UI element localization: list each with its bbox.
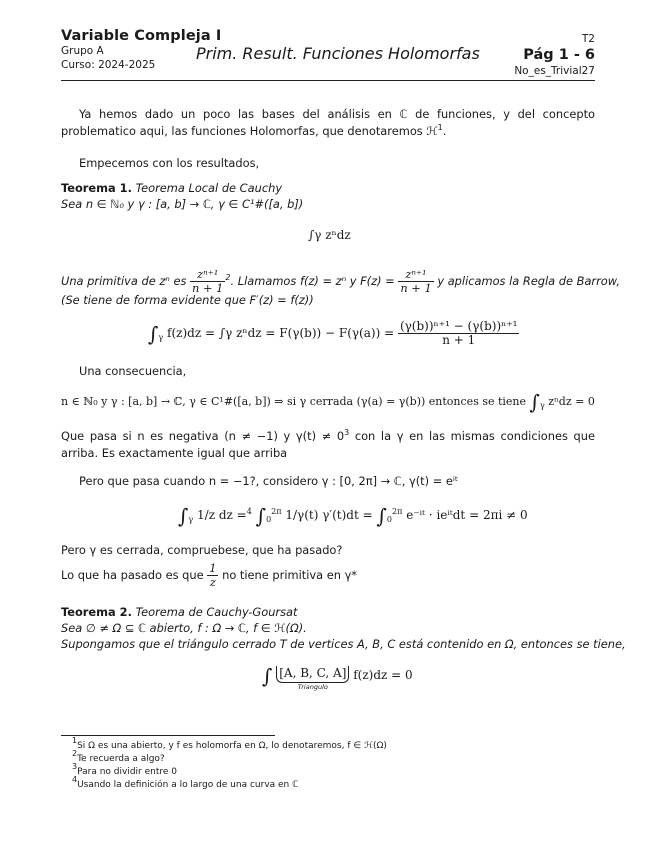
theorem-1-hypothesis: Sea n ∈ ℕ₀ y γ : [a, b] → ℂ, γ ∈ C¹#([a, b]) — [61, 197, 304, 211]
consequence-text: n ∈ ℕ₀ y γ : [a, b] → ℂ, γ ∈ C¹#([a, b]) ⇒ si γ cerrada (γ(a) = γ(b)) entonces se tiene — [61, 395, 527, 408]
eq2-part-3: e⁻ⁱᵗ · ieⁱᵗdt = 2πi ≠ 0 — [406, 508, 528, 522]
minus-one-line: Pero que pasa cuando n = −1?, considero γ : [0, 2π] → ℂ, γ(t) = eⁱᵗ — [79, 474, 459, 488]
eq2-part-2: 1/γ(t) γ′(t)dt = — [285, 508, 373, 522]
theorem-2-heading — [61, 604, 298, 621]
happened-text-2: no tiene primitiva en γ* — [222, 568, 358, 582]
primitive-text-2: . Llamamos f(z) = zⁿ y F(z) = — [230, 274, 395, 288]
footnote-text: Si Ω es una abierto, y f es holomorfa en Ω, lo denotaremos, f ∈ ℋ(Ω) — [77, 741, 387, 751]
author-label: No_es_Trivial27 — [514, 65, 595, 77]
theorem-name: Teorema Local de Cauchy — [135, 181, 283, 195]
fraction-numerator: zⁿ⁺¹ — [190, 268, 225, 282]
footnote-num: 1 — [72, 736, 78, 745]
evident-line: (Se tiene de forma evidente que F′(z) = f(z)) — [61, 293, 314, 307]
intro-paragraph-2: Empecemos con los resultados, — [79, 156, 260, 170]
barrow-equation: $\int_\gamma$ f(z)dz = ∫γ zⁿdz = F(γ(b)) − F(γ(a)) = $\frac{\text{(γ(b))ⁿ⁺¹ − (γ(b))ⁿ⁺¹}}{n + 1}$ — [148, 319, 518, 347]
course-title: Variable Compleja I — [61, 28, 222, 44]
intro-text: Ya hemos dado un poco las bases del análisis en ℂ de funciones, y del concepto problematico aqui, las funciones Holomorfas, que denotaremos ℋ — [61, 107, 595, 138]
equation-fraction — [398, 320, 520, 347]
consequence-label: Una consecuencia, — [79, 364, 187, 378]
primitive-text: Una primitiva de zⁿ es — [61, 274, 187, 288]
footnote-text: Usando la definición a lo largo de una curva en ℂ — [77, 780, 299, 790]
document-title: Prim. Result. Funciones Holomorfas — [196, 44, 480, 63]
theorem-name: Teorema de Cauchy-Goursat — [135, 605, 298, 619]
header-divider — [61, 80, 595, 81]
theorem-2-hypothesis-1: Sea ∅ ≠ Ω ⊆ ℂ abierto, f : Ω → ℂ, f ∈ ℋ(Ω). — [61, 621, 307, 635]
one-over-z: $\frac{1}{z}$ — [209, 561, 217, 589]
footnote-4 — [72, 775, 299, 792]
consequence-result: zⁿdz = 0 — [548, 395, 595, 408]
footnote-3 — [72, 762, 177, 779]
closed-line: Pero γ es cerrada, compruebese, que ha pasado? — [61, 543, 343, 557]
footnote-1 — [72, 736, 387, 753]
fraction-numerator: (γ(b))ⁿ⁺¹ − (γ(b))ⁿ⁺¹ — [399, 319, 518, 333]
triangle-path — [276, 666, 349, 691]
footnote-num: 3 — [72, 762, 78, 771]
happened-text: Lo que ha pasado es que — [61, 568, 204, 582]
footnote-2 — [72, 749, 165, 766]
negative-paragraph — [61, 428, 595, 462]
goursat-equation: ∫ [A, B, C, A] Triangulo f(z)dz = 0 — [262, 664, 413, 691]
fraction-denominator: n + 1 — [192, 281, 224, 295]
header-right — [514, 32, 595, 78]
primitive-text-3: y aplicamos la Regla de Barrow, — [437, 274, 620, 288]
year-label: Curso: 2024-2025 — [61, 59, 156, 71]
footnote-ref: 2 — [225, 273, 231, 282]
footnote-ref: 1 — [437, 123, 443, 132]
intro-paragraph: Ya hemos dado un poco las bases del análisis en ℂ de funciones, y del concepto problematico aqui, las funciones Holomorfas, que denotaremos ℋ$^1$. — [61, 107, 595, 138]
theorem-1-heading — [61, 180, 282, 197]
goursat-result: f(z)dz = 0 — [353, 668, 413, 682]
primitive-fraction-2 — [398, 268, 433, 295]
footnote-ref: 3 — [344, 428, 350, 437]
integral-zn: ∫γ zⁿdz — [308, 228, 351, 242]
footnote-num: 4 — [72, 775, 78, 784]
fraction-denominator: n + 1 — [400, 281, 432, 295]
equation-body: f(z)dz = ∫γ zⁿdz = F(γ(b)) − F(γ(a)) = — [167, 326, 395, 340]
footnote-num: 2 — [72, 749, 78, 758]
happened-line — [61, 562, 357, 589]
theorem-label: Teorema 1. — [61, 181, 132, 195]
group-label: Grupo A — [61, 45, 104, 57]
path-label: [A, B, C, A] — [276, 666, 349, 683]
footnote-text: Te recuerda a algo? — [77, 754, 165, 764]
negative-text-2: con la γ en las mismas condiciones que arriba. Es exactamente igual que arriba — [61, 429, 595, 460]
primitive-fraction — [190, 268, 225, 295]
footnote-divider — [61, 735, 275, 736]
topic-tag: T2 — [581, 33, 595, 45]
fraction-numerator: zⁿ⁺¹ — [398, 268, 433, 282]
footnote-ref: 4 — [246, 507, 252, 516]
theorem-label: Teorema 2. — [61, 605, 132, 619]
eq2-part-1: 1/z dz = — [197, 508, 247, 522]
fraction-denominator: n + 1 — [442, 333, 476, 347]
integral-1-over-z: $\int_\gamma$ 1/z dz =$^4$ $\int_0^{2\pi}$ 1/γ(t) $\gamma'(t)dt = \int_0^{2\pi}$ e⁻ⁱᵗ · ieⁱᵗdt = 2πi ≠ 0 — [178, 504, 528, 528]
primitive-line — [61, 268, 620, 295]
footnote-text: Para no dividir entre 0 — [77, 767, 177, 777]
triangle-label: Triangulo — [297, 683, 328, 691]
page-number: Pág 1 - 6 — [523, 47, 595, 63]
negative-text: Que pasa si n es negativa (n ≠ −1) y γ(t) ≠ 0 — [61, 429, 345, 443]
consequence-equation: n ∈ ℕ₀ y γ : [a, b] → ℂ, γ ∈ C¹#([a, b]) ⇒ si γ cerrada (γ(a) = γ(b)) entonces se tiene $\int_\gamma$ zⁿdz = 0 — [61, 390, 595, 414]
theorem-2-hypothesis-2: Supongamos que el triángulo cerrado T de vertices A, B, C está contenido en Ω, entonces se tiene, — [61, 637, 626, 651]
